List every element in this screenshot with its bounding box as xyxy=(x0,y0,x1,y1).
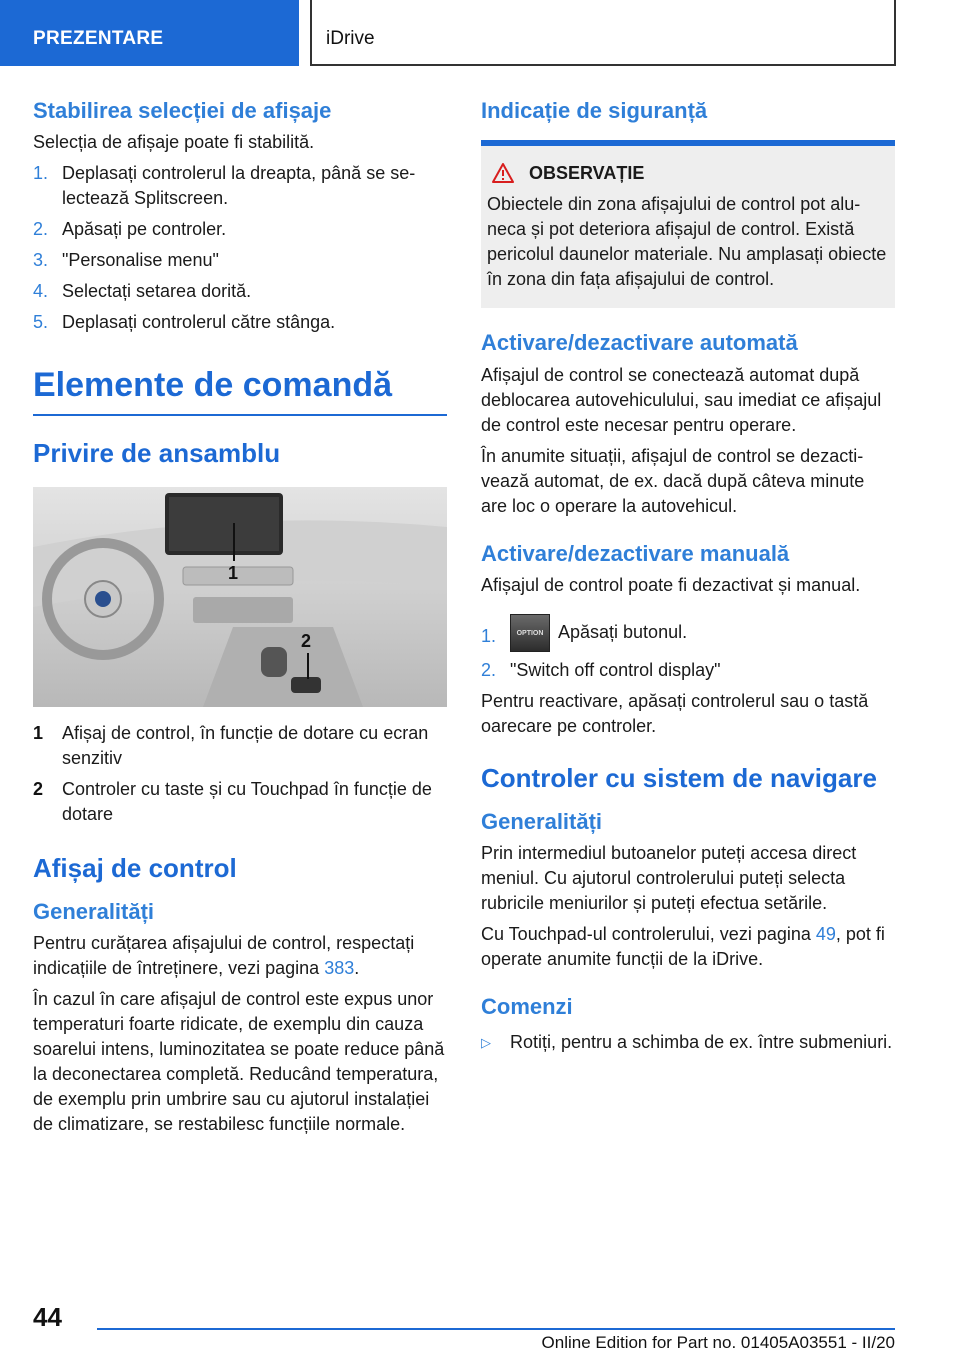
list-item: ▷ Rotiți, pentru a schimba de ex. între submeniuri. xyxy=(481,1030,895,1055)
list-item: 1. OPTION Apăsați butonul. xyxy=(481,612,895,652)
warning-icon xyxy=(491,162,515,184)
manual-heading: Activare/dezactivare manuală xyxy=(481,540,790,566)
notice-title: OBSERVAȚIE xyxy=(529,162,645,183)
safety-heading: Indicație de siguranță xyxy=(481,98,708,123)
photo-label-1: 1 xyxy=(228,563,239,584)
manual-steps xyxy=(481,612,895,683)
elements-heading: Elemente de comandă xyxy=(33,365,447,416)
safety-notice xyxy=(481,140,895,308)
general-paragraph-2: În cazul în care afișajul de control este expus unor temperaturi foarte ridicate, de exemplu din cauza soarelui intens, luminozitatea se poate reduce până la deconectarea completă. Reducând temperatura, de exemplu prin umbrire sau cu ajutorul instalației de climatizare, se restabilesc funcțiile normale. xyxy=(33,988,445,1134)
page-number: 44 xyxy=(33,1302,62,1332)
footer-divider xyxy=(97,1328,895,1330)
overview-heading: Privire de ansamblu xyxy=(33,438,281,469)
manual-paragraph-2: Pentru reactivare, apăsați controlerul sau o tastă oarecare pe controler. xyxy=(481,691,869,737)
auto-paragraph-2: În anumite situații, afișajul de control se dezactivează automat, de ex. dacă după câteva minute are loc o operare la autovehicul. xyxy=(481,445,865,516)
section-tab: PREZENTARE xyxy=(0,0,299,66)
selection-intro: Selecția de afișaje poate fi stabilită. xyxy=(33,132,315,153)
display-heading: Afișaj de control xyxy=(33,853,237,884)
chapter-tab: iDrive xyxy=(310,0,896,66)
edition-footer: Online Edition for Part no. 01405A03551 - II/20 xyxy=(541,1333,895,1352)
commands-heading: Comenzi xyxy=(481,994,573,1019)
selection-steps xyxy=(33,161,447,335)
nav-general-heading: Generalități xyxy=(481,808,603,834)
nav-paragraph-1: Prin intermediul butoanelor puteți accesa direct meniul. Cu ajutorul controlerului puteți selecta rubricile meniurilor și puteți efectua setările. xyxy=(481,843,857,913)
page-link-49[interactable]: 49 xyxy=(815,924,836,944)
triangle-bullet-icon: ▷ xyxy=(481,1035,491,1051)
photo-callouts xyxy=(33,721,447,827)
list-item: 2 Controler cu taste și cu Touchpad în funcție de dotare xyxy=(33,779,432,825)
left-column xyxy=(33,98,447,1143)
general-heading: Generalități xyxy=(33,898,155,924)
list-item: 5. Deplasați controlerul către stânga. xyxy=(33,312,336,333)
list-item: 1 Afișaj de control, în funcție de dotare cu ecran senzitiv xyxy=(33,723,429,769)
page-link-383[interactable]: 383 xyxy=(324,957,355,978)
list-item: 2. "Switch off control display" xyxy=(481,660,721,681)
selection-heading: Stabilirea selecției de afișaje xyxy=(33,98,332,123)
list-item: 2. Apăsați pe controler. xyxy=(33,219,227,240)
cockpit-photo xyxy=(33,487,447,707)
notice-text: Obiectele din zona afișajului de control pot aluneca și pot deteriora afișajul de control. Există pericolul daunelor materiale. Nu amplasați obiecte în zona din fața afișajului de control. xyxy=(487,194,887,290)
right-column xyxy=(481,98,895,1055)
list-item: 3. "Personalise menu" xyxy=(33,250,219,271)
photo-label-2: 2 xyxy=(301,631,312,652)
general-paragraph-1: Pentru curățarea afișajului de control, respectați indicațiile de întreținere, vezi pagina 383. xyxy=(33,932,415,978)
list-item: 4. Selectați setarea dorită. xyxy=(33,281,252,302)
nav-heading: Controler cu sistem de navigare xyxy=(481,763,877,794)
manual-paragraph-1: Afișajul de control poate fi dezactivat și manual. xyxy=(481,575,861,596)
commands-list xyxy=(481,1030,895,1055)
list-item: 1. Deplasați controlerul la dreapta, până se selectează Splitscreen. xyxy=(33,163,416,209)
auto-heading: Activare/dezactivare automată xyxy=(481,330,798,356)
option-button-icon: OPTION xyxy=(510,614,550,652)
nav-paragraph-2: Cu Touchpad-ul controlerului, vezi pagina 49, pot fi operate anumite funcții de la iDrive. xyxy=(481,924,885,969)
auto-paragraph-1: Afișajul de control se conectează automat după deblocarea autovehiculului, sau imediat ce afișajul de control este necesar pentru operare. xyxy=(481,364,882,435)
